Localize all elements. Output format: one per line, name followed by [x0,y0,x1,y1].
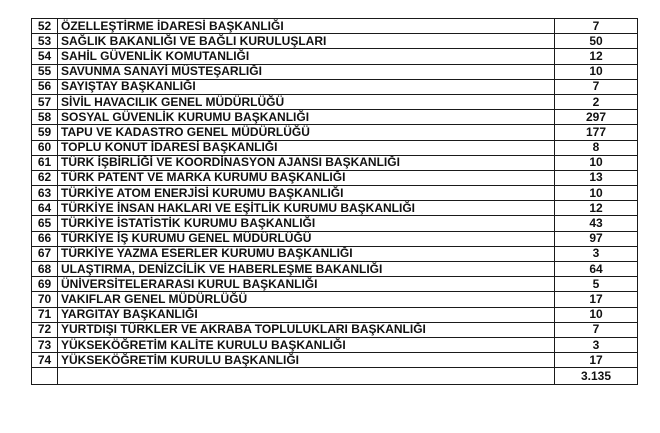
row-number: 70 [32,292,58,307]
table-row [32,49,638,64]
table-row [32,19,638,34]
institution-name: ÜNİVERSİTELERARASI KURUL BAŞKANLIĞI [58,277,555,292]
table-row [32,34,638,49]
row-number: 59 [32,125,58,140]
institution-name: TÜRKİYE İNSAN HAKLARI VE EŞİTLİK KURUMU BAŞKANLIĞI [58,201,555,216]
institution-name: TOPLU KONUT İDARESİ BAŞKANLIĞI [58,140,555,155]
institution-name: TÜRKİYE İŞ KURUMU GENEL MÜDÜRLÜĞÜ [58,231,555,246]
table-row [32,110,638,125]
institution-name: YURTDIŞI TÜRKLER VE AKRABA TOPLULUKLARI BAŞKANLIĞI [58,322,555,337]
staff-count: 3 [555,337,638,352]
institution-table [31,18,638,385]
row-number: 66 [32,231,58,246]
row-number: 62 [32,170,58,185]
staff-count: 3 [555,246,638,261]
row-number: 63 [32,186,58,201]
staff-count: 297 [555,110,638,125]
staff-count: 17 [555,292,638,307]
staff-count: 10 [555,155,638,170]
table-row [32,170,638,185]
row-number: 72 [32,322,58,337]
row-number: 64 [32,201,58,216]
institution-name: SAYIŞTAY BAŞKANLIĞI [58,79,555,94]
row-number: 57 [32,94,58,109]
table-row [32,337,638,352]
institution-name: TÜRKİYE YAZMA ESERLER KURUMU BAŞKANLIĞI [58,246,555,261]
table-row [32,201,638,216]
institution-name: YÜKSEKÖĞRETİM KALİTE KURULU BAŞKANLIĞI [58,337,555,352]
institution-name: TÜRKİYE İSTATİSTİK KURUMU BAŞKANLIĞI [58,216,555,231]
row-number: 60 [32,140,58,155]
staff-count: 12 [555,49,638,64]
institution-name: TAPU VE KADASTRO GENEL MÜDÜRLÜĞÜ [58,125,555,140]
row-number: 58 [32,110,58,125]
table-row [32,231,638,246]
staff-count: 10 [555,186,638,201]
row-number: 53 [32,34,58,49]
institution-name: TÜRK PATENT VE MARKA KURUMU BAŞKANLIĞI [58,170,555,185]
row-number: 71 [32,307,58,322]
staff-count: 177 [555,125,638,140]
total-value: 3.135 [555,368,638,385]
institution-name: YÜKSEKÖĞRETİM KURULU BAŞKANLIĞI [58,353,555,368]
row-number: 61 [32,155,58,170]
row-number: 69 [32,277,58,292]
institution-name: TÜRKİYE ATOM ENERJİSİ KURUMU BAŞKANLIĞI [58,186,555,201]
table-row [32,155,638,170]
table-row [32,322,638,337]
staff-count: 43 [555,216,638,231]
table-row [32,64,638,79]
staff-count: 7 [555,322,638,337]
row-number: 52 [32,19,58,34]
staff-count: 12 [555,201,638,216]
table-row [32,307,638,322]
institution-name: ULAŞTIRMA, DENİZCİLİK VE HABERLEŞME BAKANLIĞI [58,262,555,277]
row-number: 67 [32,246,58,261]
staff-count: 7 [555,79,638,94]
total-row [32,368,638,385]
institution-name: SAVUNMA SANAYİ MÜSTEŞARLIĞI [58,64,555,79]
row-number: 55 [32,64,58,79]
institution-name: VAKIFLAR GENEL MÜDÜRLÜĞÜ [58,292,555,307]
institution-table-sheet [31,18,638,385]
total-row-number-cell [32,368,58,385]
table-row [32,353,638,368]
staff-count: 10 [555,307,638,322]
row-number: 54 [32,49,58,64]
institution-name: YARGITAY BAŞKANLIĞI [58,307,555,322]
table-row [32,125,638,140]
table-row [32,186,638,201]
staff-count: 64 [555,262,638,277]
table-row [32,79,638,94]
staff-count: 13 [555,170,638,185]
table-row [32,262,638,277]
table-row [32,140,638,155]
row-number: 68 [32,262,58,277]
table-row [32,246,638,261]
institution-name: SİVİL HAVACILIK GENEL MÜDÜRLÜĞÜ [58,94,555,109]
table-row [32,216,638,231]
row-number: 73 [32,337,58,352]
institution-name: SAHİL GÜVENLİK KOMUTANLIĞI [58,49,555,64]
staff-count: 50 [555,34,638,49]
row-number: 65 [32,216,58,231]
table-body [32,19,638,368]
institution-name: ÖZELLEŞTİRME İDARESİ BAŞKANLIĞI [58,19,555,34]
row-number: 56 [32,79,58,94]
staff-count: 2 [555,94,638,109]
table-row [32,277,638,292]
institution-name: SOSYAL GÜVENLİK KURUMU BAŞKANLIĞI [58,110,555,125]
table-row [32,292,638,307]
institution-name: SAĞLIK BAKANLIĞI VE BAĞLI KURULUŞLARI [58,34,555,49]
total-row-label-cell [58,368,555,385]
staff-count: 7 [555,19,638,34]
staff-count: 8 [555,140,638,155]
staff-count: 5 [555,277,638,292]
row-number: 74 [32,353,58,368]
staff-count: 17 [555,353,638,368]
table-row [32,94,638,109]
staff-count: 97 [555,231,638,246]
institution-name: TÜRK İŞBİRLİĞİ VE KOORDİNASYON AJANSI BAŞKANLIĞI [58,155,555,170]
staff-count: 10 [555,64,638,79]
